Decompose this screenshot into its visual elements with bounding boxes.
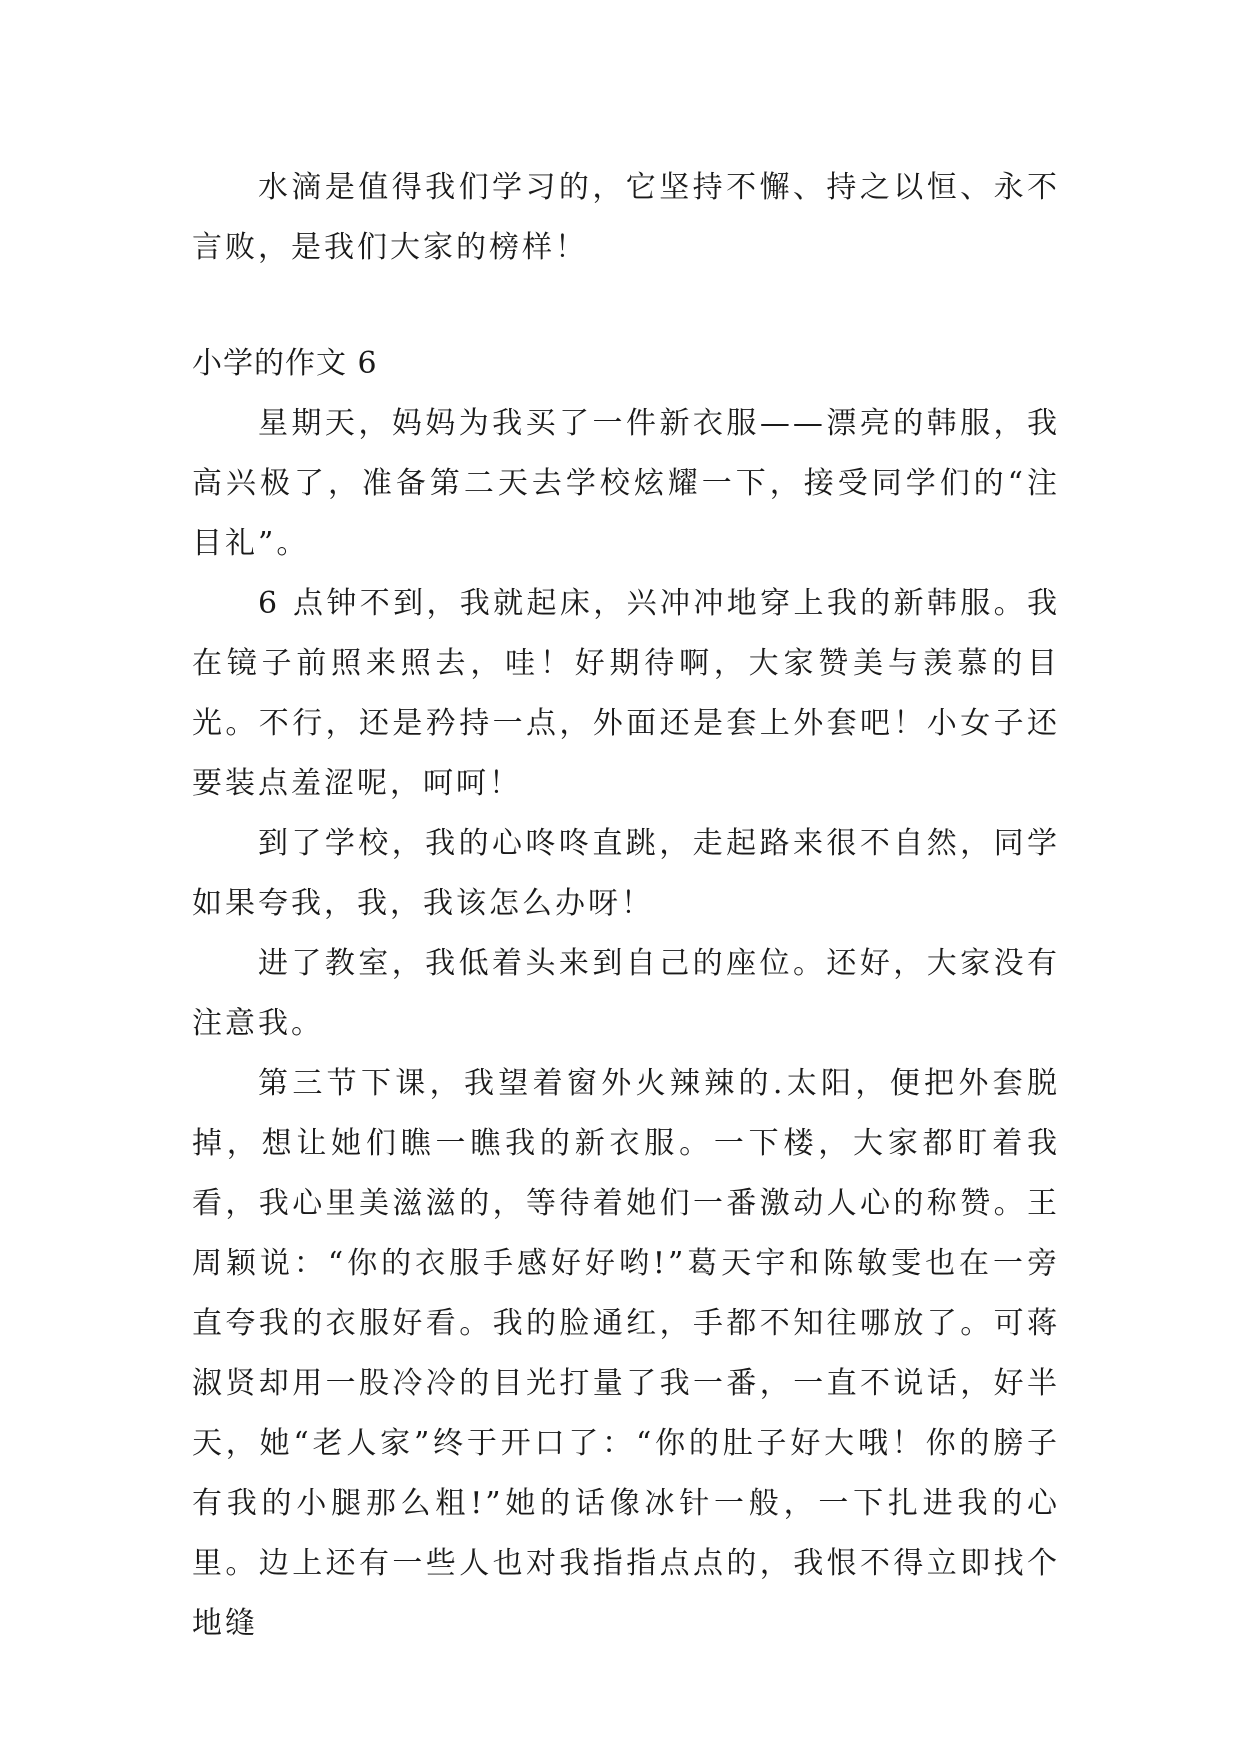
- paragraph: 进了教室，我低着头来到自己的座位。还好，大家没有注意我。: [192, 946, 1060, 1041]
- paragraph: 第三节下课，我望着窗外火辣辣的.太阳，便把外套脱掉，想让她们瞧一瞧我的新衣服。一下楼，大家都盯着我看，我心里美滋滋的，等待着她们一番激动人心的称赞。王周颖说：“你的衣服手感好好哟!”葛天宇和陈敏雯也在一旁直夸我的衣服好看。我的脸通红，手都不知往哪放了。可蒋淑贤却用一股冷冷的目光打量了我一番，一直不说话，好半天，她“老人家”终于开口了：“你的肚子好大哦！你的膀子有我的小腿那么粗!”她的话像冰针一般，一下扎进我的心里。边上还有一些人也对我指指点点的，我恨不得立即找个地缝: [192, 1066, 1060, 1641]
- section-spacer: [192, 278, 1060, 334]
- paragraph: 到了学校，我的心咚咚直跳，走起路来很不自然，同学如果夸我，我，我该怎么办呀！: [192, 826, 1060, 921]
- paragraph-conclusion: 水滴是值得我们学习的，它坚持不懈、持之以恒、永不言败，是我们大家的榜样！: [192, 170, 1060, 265]
- paragraph: 6 点钟不到，我就起床，兴冲冲地穿上我的新韩服。我在镜子前照来照去，哇！好期待啊，大家赞美与羡慕的目光。不行，还是矜持一点，外面还是套上外套吧！小女子还要装点羞涩呢，呵呵！: [192, 586, 1060, 801]
- document-body: [192, 158, 1060, 1654]
- paragraph: 星期天，妈妈为我买了一件新衣服——漂亮的韩服，我高兴极了，准备第二天去学校炫耀一下，接受同学们的“注目礼”。: [192, 406, 1060, 561]
- section-title: 小学的作文 6: [192, 346, 378, 381]
